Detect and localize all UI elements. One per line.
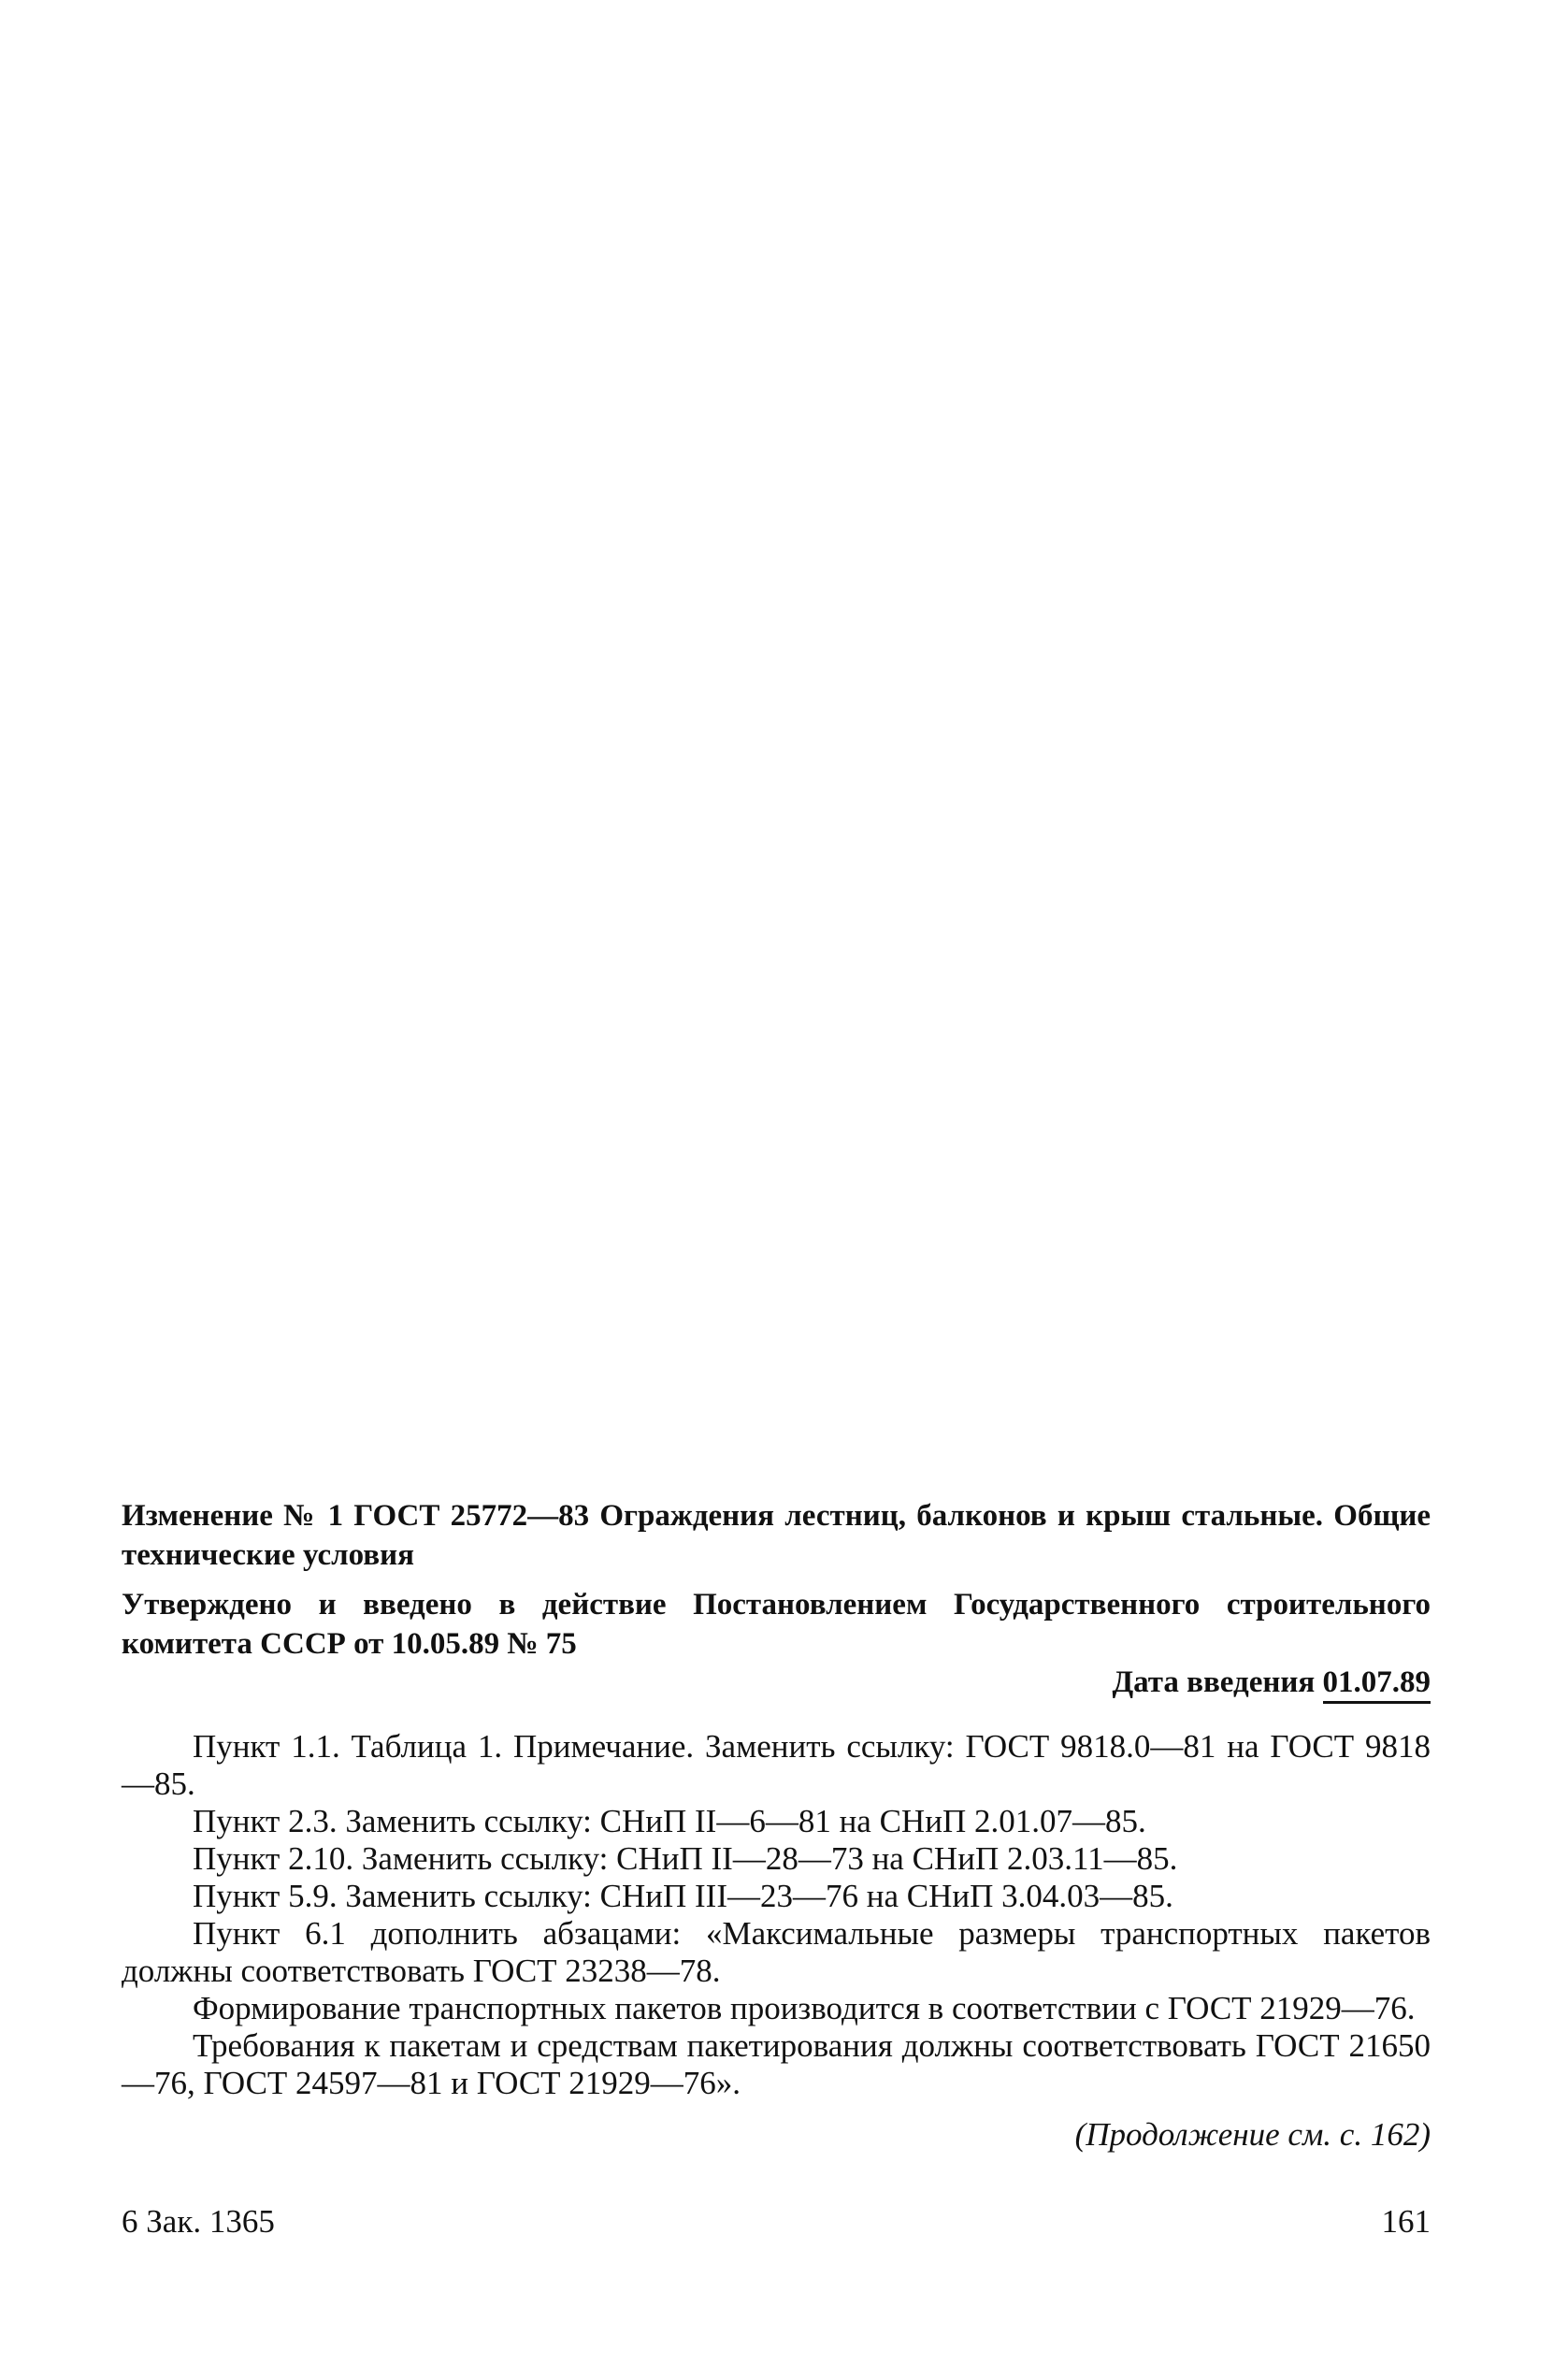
paragraph-6: Формирование транспортных пакетов производится в соответствии с ГОСТ 21929—76. [193, 1990, 1416, 2026]
order-number: 6 Зак. 1365 [122, 2203, 275, 2240]
page-footer [122, 2202, 1431, 2241]
continuation-note: (Продолжение см. с. 162) [1074, 2116, 1431, 2153]
introduction-date [122, 1663, 1431, 1702]
introduction-date-label: Дата введения [1112, 1665, 1316, 1699]
paragraph-1: Пункт 1.1. Таблица 1. Примечание. Заменить ссылку: ГОСТ 9818.0—81 на ГОСТ 9818—85. [122, 1728, 1431, 1802]
paragraph-3: Пункт 2.10. Заменить ссылку: СНиП II—28—73 на СНиП 2.03.11—85. [193, 1840, 1178, 1877]
paragraph-4: Пункт 5.9. Заменить ссылку: СНиП III—23—76 на СНиП 3.04.03—85. [193, 1878, 1173, 1914]
paragraph-7: Требования к пакетам и средствам пакетирования должны соответствовать ГОСТ 21650—76, ГОСТ 24597—81 и ГОСТ 21929—76». [122, 2027, 1431, 2101]
introduction-date-value: 01.07.89 [1323, 1665, 1431, 1704]
amendment-body [122, 1728, 1431, 2102]
page-number: 161 [1381, 2203, 1431, 2240]
approval-statement: Утверждено и введено в действие Постановлением Государственного строительного комитета СССР от 10.05.89 № 75 [122, 1588, 1431, 1661]
paragraph-2: Пункт 2.3. Заменить ссылку: СНиП II—6—81 на СНиП 2.01.07—85. [193, 1803, 1146, 1839]
document-title: Изменение № 1 ГОСТ 25772—83 Ограждения лестниц, балконов и крыш стальные. Общие технические условия [122, 1499, 1431, 1572]
paragraph-5: Пункт 6.1 дополнить абзацами: «Максимальные размеры транспортных пакетов должны соответствовать ГОСТ 23238—78. [122, 1915, 1431, 1989]
